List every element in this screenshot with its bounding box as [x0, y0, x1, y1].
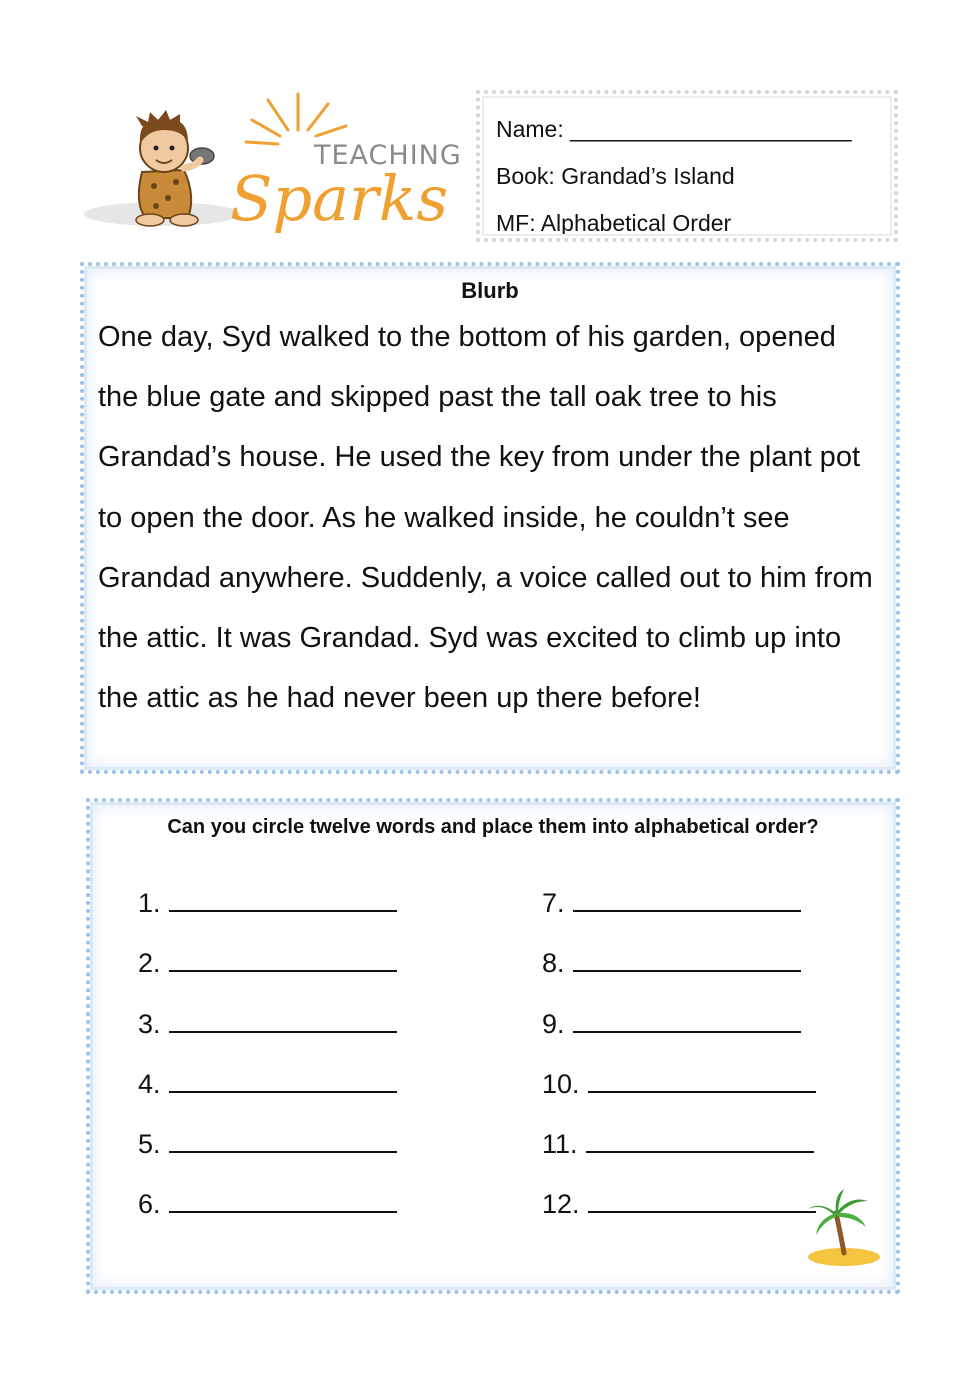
answer-slot[interactable]: [138, 942, 397, 1002]
answer-column-left: [138, 882, 397, 1244]
answer-number: 5.: [138, 1129, 161, 1160]
blurb-box: [80, 262, 900, 774]
answer-line[interactable]: [588, 1063, 816, 1093]
answer-line[interactable]: [169, 1003, 397, 1033]
answer-slot[interactable]: [138, 1063, 397, 1123]
answer-number: 7.: [542, 888, 565, 918]
task-question: Can you circle twelve words and place them into alphabetical order?: [167, 816, 819, 838]
answer-slot[interactable]: [542, 882, 816, 942]
teaching-sparks-logo: [84, 86, 464, 246]
answer-slot[interactable]: [138, 882, 397, 942]
logo-top-text: TEACHING: [314, 140, 462, 171]
answer-line[interactable]: [169, 882, 397, 912]
answer-line[interactable]: [588, 1183, 816, 1213]
answer-column-right: [542, 882, 816, 1244]
answer-number: 12.: [542, 1189, 580, 1220]
answer-number: 9.: [542, 1008, 565, 1039]
alphabetical-task-box: [86, 798, 900, 1294]
name-field[interactable]: Name: ______________________: [496, 116, 852, 142]
answer-slot[interactable]: [138, 1183, 397, 1243]
answer-number: 10.: [542, 1068, 580, 1099]
answer-number: 8.: [542, 948, 565, 979]
mf-label: MF: Alphabetical Order: [496, 210, 732, 236]
answer-line[interactable]: [573, 942, 801, 972]
answer-number: 3.: [138, 1008, 161, 1039]
answer-number: 6.: [138, 1189, 161, 1220]
answer-line[interactable]: [573, 882, 801, 912]
answer-line[interactable]: [169, 1123, 397, 1153]
blurb-title: Blurb: [461, 278, 519, 303]
answer-number: 4.: [138, 1068, 161, 1099]
answer-slot[interactable]: [138, 1123, 397, 1183]
answer-slot[interactable]: [542, 1183, 816, 1243]
answer-line[interactable]: [586, 1123, 814, 1153]
sun-sparks-icon: [246, 94, 346, 144]
answer-slot[interactable]: [542, 1123, 816, 1183]
answer-number: 1.: [138, 888, 161, 918]
answer-slot[interactable]: [542, 1003, 816, 1063]
answer-line[interactable]: [169, 942, 397, 972]
answer-slot[interactable]: [138, 1003, 397, 1063]
logo-bottom-text: Sparks: [230, 162, 449, 235]
student-info-box: [476, 90, 898, 242]
answer-number: 11.: [542, 1129, 578, 1160]
answer-line[interactable]: [169, 1063, 397, 1093]
answer-slot[interactable]: [542, 942, 816, 1002]
answer-line[interactable]: [169, 1183, 397, 1213]
blurb-text: One day, Syd walked to the bottom of his garden, opened the blue gate and skipped past the tall oak tree to his Grandad’s house. He used the key from under the plant pot to open the door. As he walked inside, he couldn’t see Grandad anywhere. Suddenly, a voice called out to him from the attic. It was Grandad. Syd was excited to climb up into the attic as he had never been up there before!: [98, 321, 873, 715]
answer-slot[interactable]: [542, 1063, 816, 1123]
answer-line[interactable]: [573, 1003, 801, 1033]
book-label: Book: Grandad’s Island: [496, 163, 735, 189]
answer-number: 2.: [138, 948, 161, 979]
palm-island-icon: [804, 1187, 882, 1274]
